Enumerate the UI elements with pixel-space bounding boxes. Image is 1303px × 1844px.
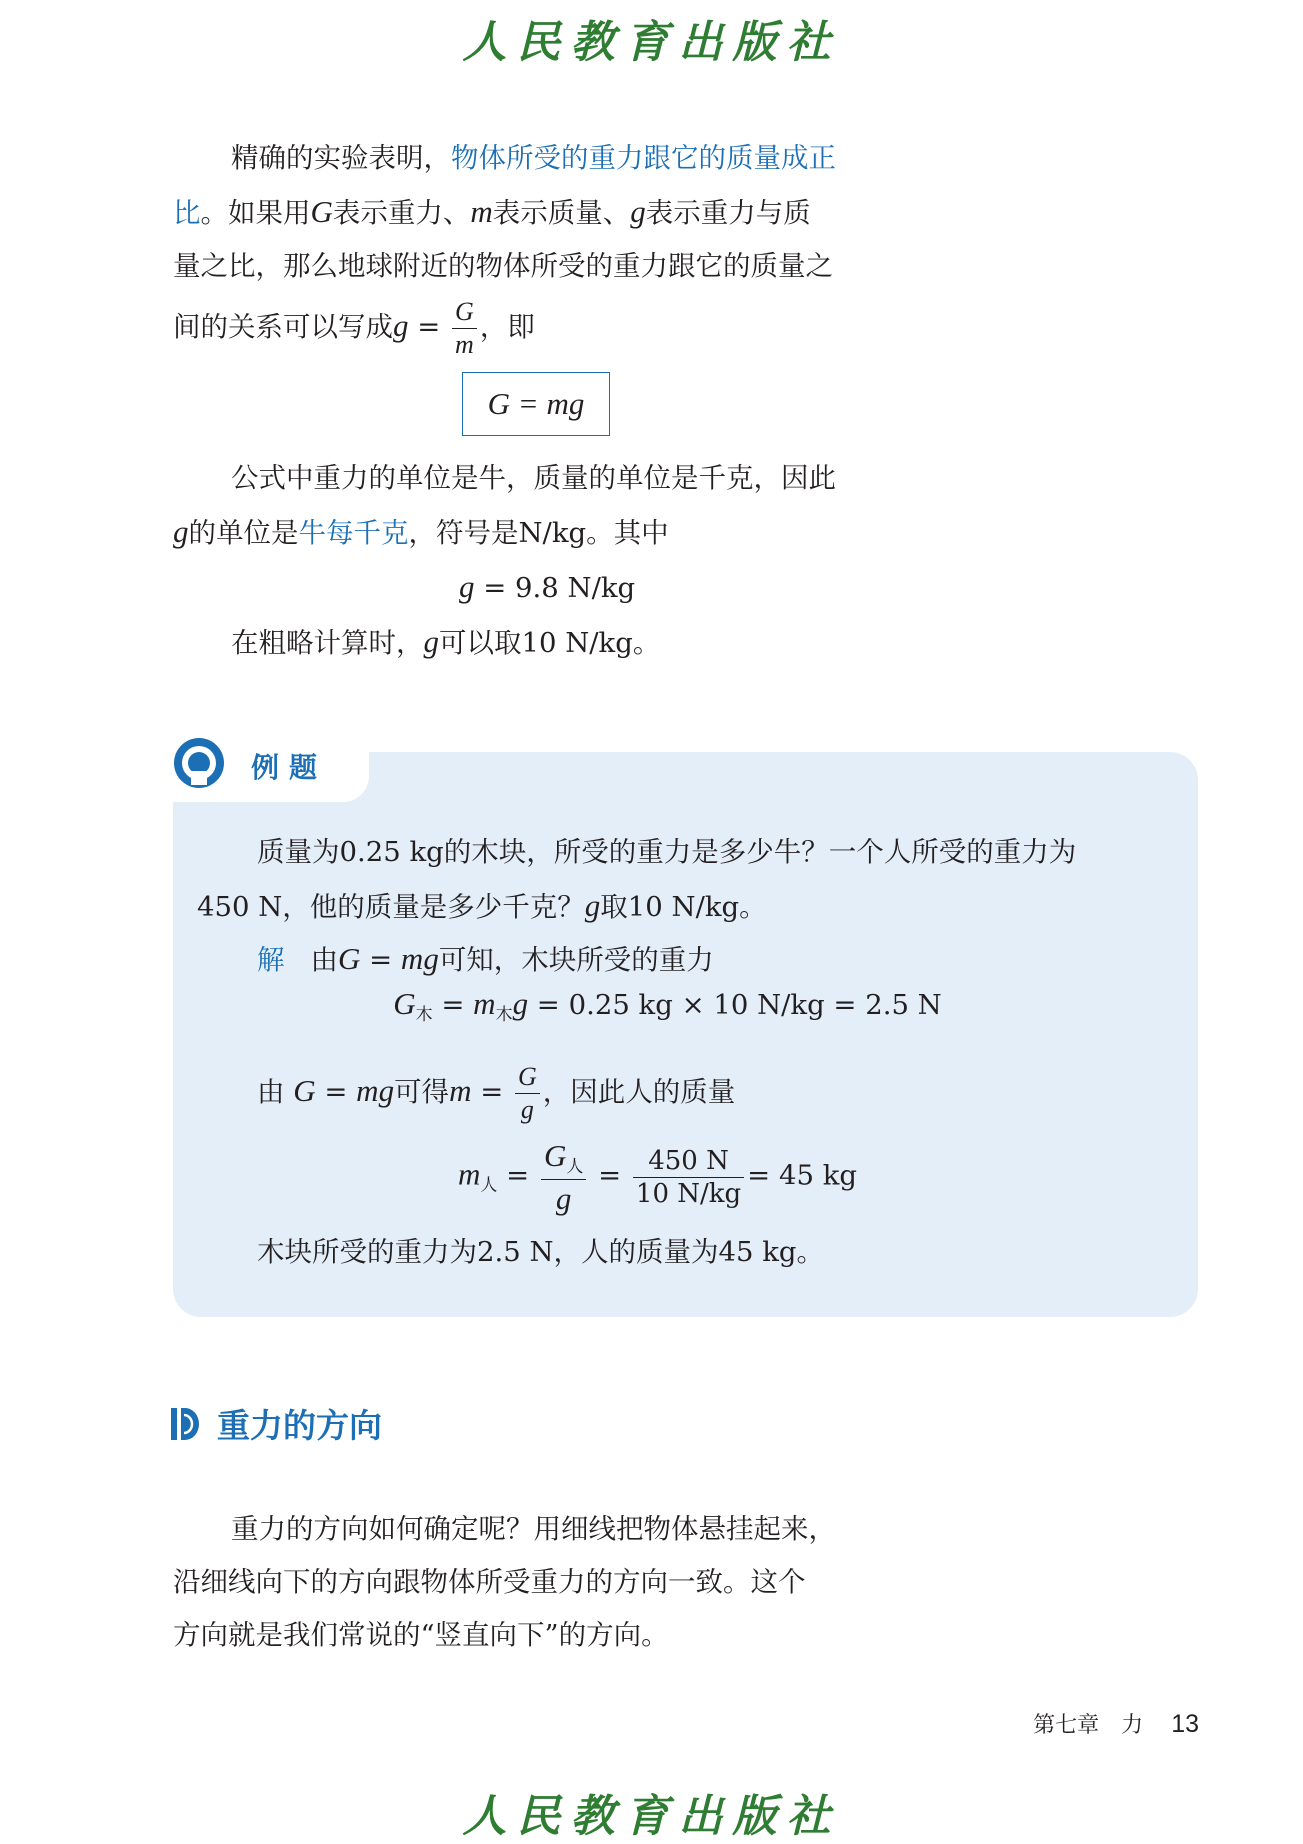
page-footer bbox=[1033, 1708, 1199, 1739]
page-number: 13 bbox=[1171, 1710, 1199, 1738]
direction-paragraph bbox=[173, 1503, 903, 1662]
calc-person-mass bbox=[6, 1140, 1303, 1214]
example-title: 例题 bbox=[251, 751, 328, 784]
example-question-line1: 质量为0.25 kg的木块，所受的重力是多少牛？一个人所受的重力为 bbox=[257, 836, 1077, 868]
direction-text: 方向就是我们常说的“竖直向下”的方向。 bbox=[173, 1619, 669, 1651]
publisher-watermark-top: 人民教育出版社 bbox=[462, 17, 841, 68]
fraction-denominator: m bbox=[455, 330, 474, 359]
symbol-g: g bbox=[378, 1073, 395, 1108]
equals-sign: = bbox=[497, 1159, 530, 1192]
mass-result: = 45 kg bbox=[747, 1159, 857, 1192]
publisher-watermark-bottom: 人民教育出版社 bbox=[462, 1791, 841, 1842]
intro-text: 表示重力与质 bbox=[645, 197, 811, 229]
fraction-denominator: g bbox=[555, 1181, 572, 1216]
solution-text: ，因此人的质量 bbox=[542, 1076, 736, 1108]
symbol-g: g bbox=[584, 888, 601, 923]
section-marker-icon bbox=[171, 1408, 199, 1440]
subscript-person: 人 bbox=[566, 1157, 584, 1177]
intro-text: 。如果用 bbox=[200, 197, 311, 229]
target-icon bbox=[172, 736, 226, 790]
fraction-G-over-m bbox=[452, 299, 477, 358]
symbol-G: G bbox=[293, 1073, 316, 1108]
solution-text: 可得 bbox=[394, 1076, 450, 1108]
solution-line1 bbox=[257, 932, 1237, 987]
symbol-g: g bbox=[459, 569, 475, 604]
solution-text: 可知，木块所受的重力 bbox=[438, 944, 714, 976]
fraction-G-person-over-g bbox=[541, 1140, 586, 1214]
units-text: 可以取10 N/kg。 bbox=[439, 627, 661, 659]
symbol-m: m bbox=[470, 194, 493, 229]
example-conclusion: 木块所受的重力为2.5 N，人的质量为45 kg。 bbox=[257, 1236, 825, 1268]
solve-label: 解 bbox=[257, 944, 285, 976]
intro-paragraph bbox=[173, 132, 903, 358]
equals-sign: = bbox=[360, 944, 401, 976]
solution-text: 由 bbox=[310, 944, 338, 976]
highlight-text: 比 bbox=[173, 197, 201, 229]
direction-text: 重力的方向如何确定呢？用细线把物体悬挂起来， bbox=[231, 1513, 836, 1545]
symbol-g: g bbox=[423, 941, 439, 976]
equals-sign: = bbox=[471, 1076, 504, 1108]
g-value: = 9.8 N/kg bbox=[474, 572, 636, 604]
fraction-denominator: 10 N/kg bbox=[635, 1178, 742, 1209]
question-text: 450 N，他的质量是多少千克？ bbox=[197, 891, 585, 923]
chapter-label: 第七章 力 bbox=[1033, 1713, 1144, 1738]
units-text: 的单位是 bbox=[188, 517, 299, 549]
intro-text: 间的关系可以写成 bbox=[173, 311, 393, 343]
calc-rhs: = 0.25 kg × 10 N/kg = 2.5 N bbox=[528, 989, 942, 1021]
section-title: 重力的方向 bbox=[217, 1406, 382, 1445]
symbol-g: g bbox=[630, 194, 646, 229]
units-text: 公式中重力的单位是牛，质量的单位是千克，因此 bbox=[231, 462, 836, 494]
symbol-G: G bbox=[543, 1138, 567, 1173]
equals-sign: = bbox=[408, 311, 441, 343]
direction-text: 沿细线向下的方向跟物体所受重力的方向一致。这个 bbox=[173, 1566, 806, 1598]
symbol-m: m bbox=[458, 1156, 481, 1192]
symbol-m: m bbox=[473, 986, 496, 1021]
intro-text: 表示重力、 bbox=[332, 197, 471, 229]
section-heading bbox=[171, 1400, 382, 1447]
formula-box: G = mg bbox=[462, 372, 610, 436]
symbol-g: g bbox=[393, 308, 409, 343]
equals-sign: = bbox=[589, 1159, 622, 1192]
symbol-g: g bbox=[173, 514, 189, 549]
symbol-G: G bbox=[310, 194, 333, 229]
fraction-numerator: G bbox=[452, 299, 477, 329]
question-text: 取10 N/kg。 bbox=[600, 891, 767, 923]
symbol-m: m bbox=[356, 1073, 379, 1108]
fraction-denominator: g bbox=[520, 1095, 534, 1124]
solution-line2 bbox=[257, 1064, 1237, 1123]
units-paragraph bbox=[173, 452, 903, 670]
equals-sign: = bbox=[315, 1076, 357, 1108]
intro-text: 量之比，那么地球附近的物体所受的重力跟它的质量之 bbox=[173, 250, 833, 282]
units-text: ，符号是N/kg。其中 bbox=[408, 517, 669, 549]
intro-text: ，即 bbox=[479, 311, 535, 343]
solution-text: 由 bbox=[257, 1076, 285, 1108]
intro-text: 表示质量、 bbox=[492, 197, 631, 229]
fraction-numerator: G bbox=[515, 1064, 540, 1094]
highlight-text: 牛每千克 bbox=[298, 517, 409, 549]
fraction-numerator: 450 N bbox=[633, 1148, 744, 1178]
units-text: 在粗略计算时， bbox=[231, 627, 424, 659]
fraction-450N-over-10Nkg bbox=[633, 1145, 744, 1209]
symbol-m: m bbox=[400, 941, 424, 976]
symbol-G: G bbox=[338, 941, 361, 976]
symbol-g: g bbox=[423, 624, 439, 659]
example-question-line2 bbox=[197, 879, 1177, 934]
fraction-G-over-g bbox=[515, 1064, 540, 1123]
symbol-G: G bbox=[393, 986, 416, 1021]
subscript-wood: 木 bbox=[495, 1005, 513, 1025]
equals-sign: = bbox=[432, 989, 474, 1021]
symbol-g: g bbox=[512, 986, 529, 1021]
calc-wood-weight bbox=[16, 986, 1303, 1025]
symbol-m: m bbox=[449, 1073, 472, 1108]
highlight-text: 物体所受的重力跟它的质量成正 bbox=[451, 142, 836, 174]
subscript-person: 人 bbox=[480, 1175, 498, 1196]
subscript-wood: 木 bbox=[415, 1005, 433, 1025]
intro-text: 精确的实验表明， bbox=[231, 142, 451, 174]
